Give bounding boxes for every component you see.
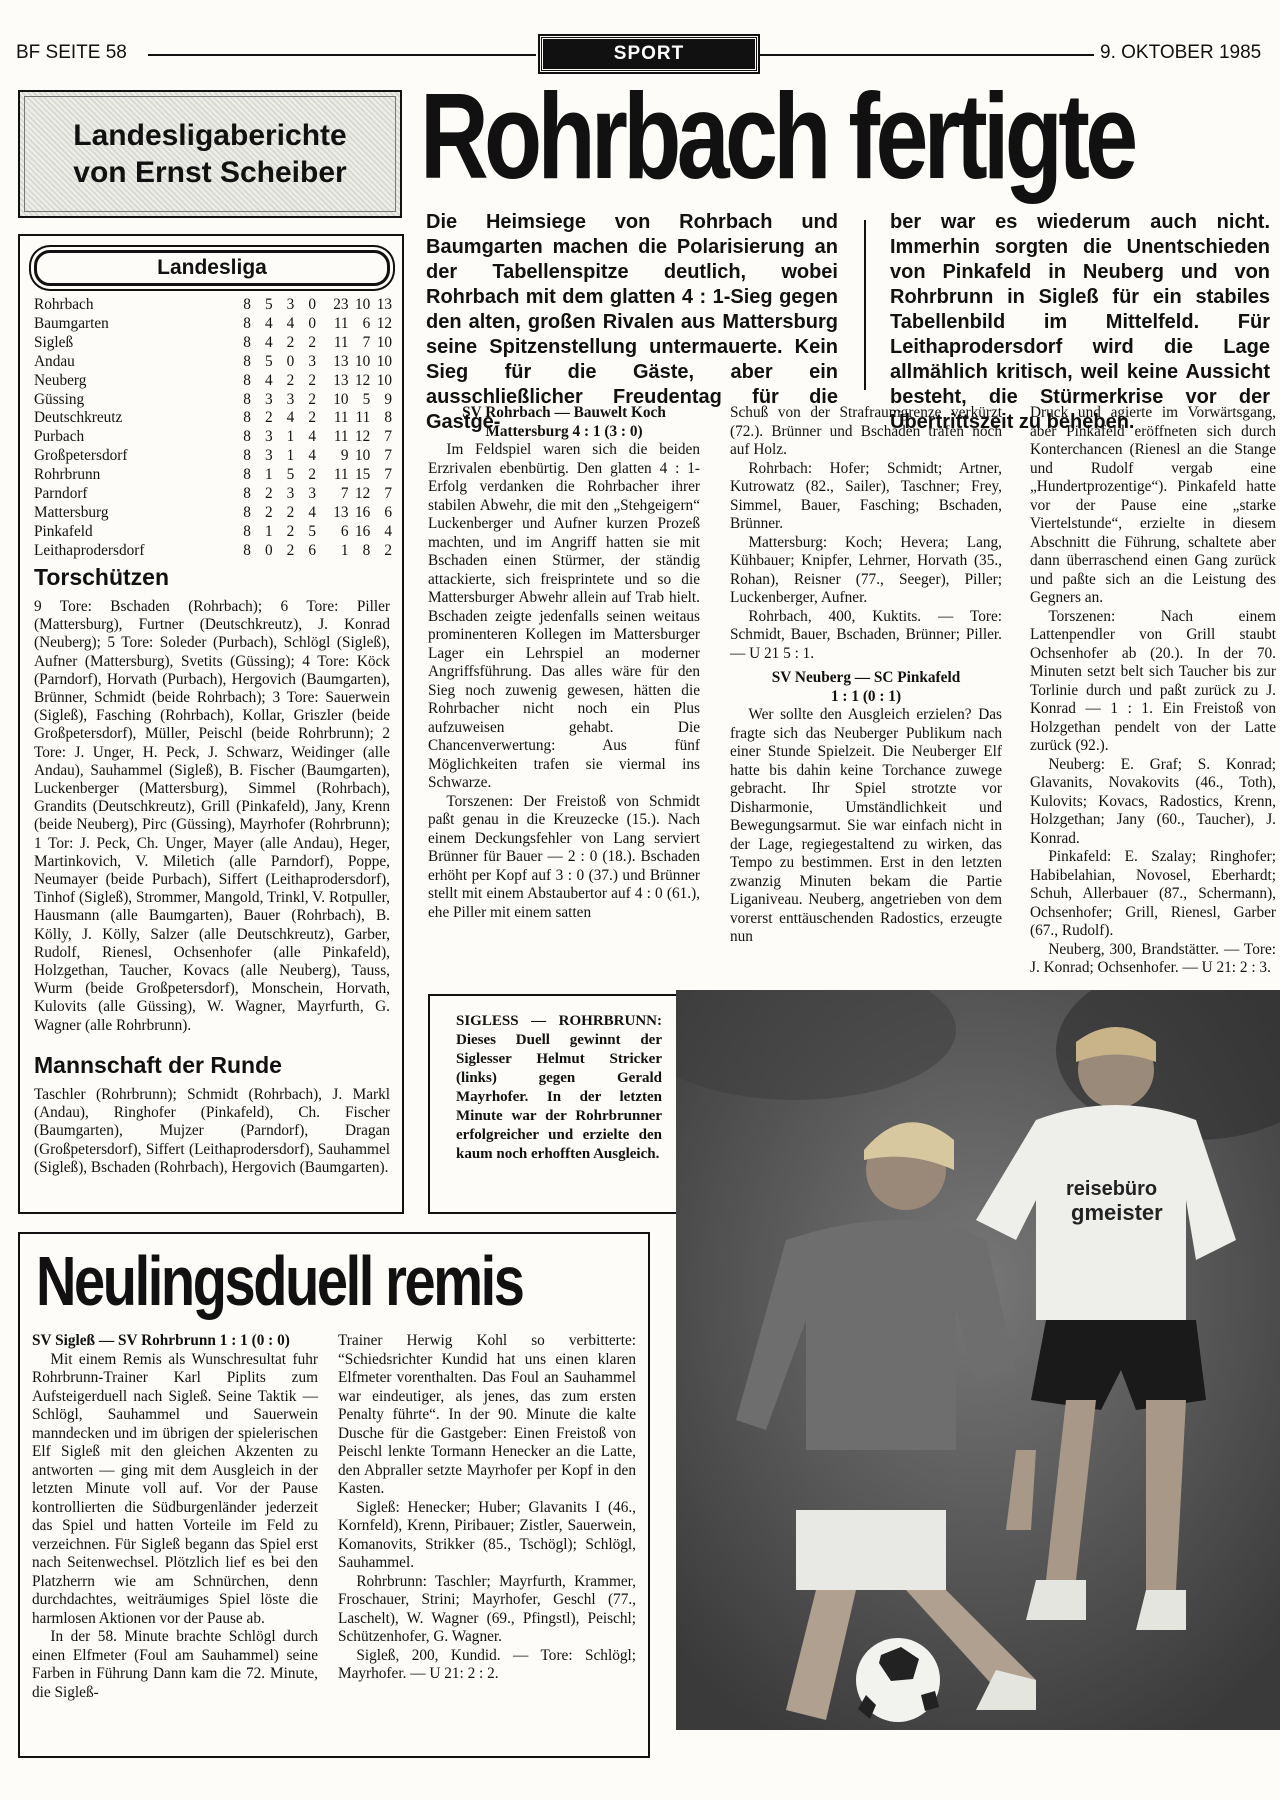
standings-cell: 8	[243, 314, 251, 332]
standings-cell: 2	[286, 333, 295, 351]
standings-cell: 8	[243, 428, 251, 446]
standings-cell: 6	[362, 314, 371, 332]
standings-cell: 10	[354, 296, 371, 313]
standings-cell: 2	[308, 390, 317, 408]
standings-cell: 2	[286, 371, 295, 389]
standings-cell: 0	[308, 314, 317, 332]
standings-cell: 2	[264, 409, 273, 427]
standings-cell: 1	[340, 541, 349, 559]
standings-cell: 4	[308, 428, 317, 446]
standings-cell: 6	[340, 522, 349, 540]
standings-row	[34, 542, 392, 561]
match2-title-2: 1 : 1 (0 : 1)	[830, 687, 902, 705]
standings-cell: 2	[308, 409, 317, 427]
standings-cell: 3	[286, 296, 295, 313]
standings-row	[34, 447, 392, 466]
football-photo-illustration	[676, 990, 1280, 1730]
header-rule-right	[760, 54, 1094, 56]
team-name: Sigleß	[34, 333, 74, 351]
football-ball	[856, 1638, 940, 1722]
match1-article-cont	[730, 404, 1002, 947]
standings-cell: 4	[286, 409, 295, 427]
standings-cell: 3	[264, 447, 273, 465]
match2-para-3: Torszenen: Nach einem Lattenpendler von Grill staubt Ochsenhofer ab (20.). In der 70. Minuten setzt belt sich Taucher bis zur Torlinie durch und paßt zurück zu J. Konrad — 1 : 1. Ein Freistoß von Holzgethan pendelt von der Latte zurück (92.).	[1030, 607, 1276, 754]
standings-cell: 2	[264, 503, 273, 521]
standings-cell: 4	[264, 371, 273, 389]
match1-para-2: Torszenen: Der Freistoß von Schmidt paßt genau in die Kreuzecke (15.). Nach einem Deckungsfehler von Lang serviert Brünner für Bauer — 2 : 0 (18.). Bschaden erhöht per Kopf auf 3 : 0 (37.) und Brünner stellt mit einem Abstaubertor auf 4 : 0 (61.), ehe Piller mit einem satten	[428, 792, 700, 921]
standings-cell: 1	[286, 447, 295, 465]
standings-cell: 8	[243, 485, 251, 503]
neulings-para-5: Rohrbrunn: Taschler; Mayrfurth, Krammer, Froschauer, Strini; Mayrhofer, Geschl (77., Laschelt), W. Wagner (69., Pfingstl), Peischl; Schützenhofer, G. Wagner.	[338, 1572, 636, 1645]
neulings-para-4: Sigleß: Henecker; Huber; Glavanits I (46., Kornfeld), Krenn, Piribauer; Zistler, Sauerwein, Komanovits, Strikker (85., Tschögl); Schlögl, Sauhammel.	[338, 1498, 636, 1571]
neulings-headline: Neulingsduell remis	[36, 1242, 523, 1320]
standings-cell: 3	[286, 485, 295, 503]
standings-cell: 8	[384, 409, 392, 427]
match2-para-2: Druck und agierte im Vorwärtsgang, aber Pinkafeld eröffneten sich durch Konterchancen (Rienesl an die Stange und Rudolf vergab eine „Hundertprozentige“). Pinkafeld hatte vor der Pause eine „starke Viertelstunde“, erzielte in diesem Abschnitt die Führung, schaltete aber dann überraschend einen Gang zurück und paßte sich an die Leistung des Gegners an.	[1030, 404, 1276, 606]
standings-cell: 10	[376, 352, 392, 370]
standings-cell: 7	[384, 466, 392, 484]
standings-cell: 8	[243, 333, 251, 351]
standings-row	[34, 296, 392, 315]
league-box	[18, 234, 404, 1214]
standings-cell: 11	[333, 466, 349, 484]
neulings-box	[18, 1232, 650, 1758]
standings-cell: 8	[362, 541, 371, 559]
standings-cell: 8	[243, 503, 251, 521]
neulings-col-1	[32, 1332, 318, 1702]
scorers-title: Torschützen	[34, 564, 170, 590]
standings-cell: 1	[264, 522, 273, 540]
team-name: Neuberg	[34, 371, 87, 389]
standings-cell: 10	[376, 333, 392, 351]
page-label: BF SEITE 58	[16, 42, 127, 63]
standings-cell: 1	[286, 428, 295, 446]
standings-cell: 13	[376, 296, 392, 313]
team-name: Purbach	[34, 428, 85, 446]
team-name: Großpetersdorf	[34, 447, 128, 465]
standings-cell: 1	[264, 466, 273, 484]
standings-cell: 12	[376, 314, 392, 332]
standings-cell: 11	[333, 314, 349, 332]
standings-cell: 7	[362, 333, 371, 351]
standings-cell: 5	[308, 522, 317, 540]
standings-cell: 4	[384, 522, 392, 540]
standings-cell: 0	[264, 541, 273, 559]
team-name: Pinkafeld	[34, 522, 93, 540]
team-name: Güssing	[34, 390, 85, 408]
match2-title-1: SV Neuberg — SC Pinkafeld	[771, 669, 961, 686]
standings-cell: 3	[264, 428, 273, 446]
standings-row	[34, 428, 392, 447]
standings-cell: 7	[384, 428, 392, 446]
standings-cell: 4	[264, 314, 273, 332]
standings-cell: 2	[264, 485, 273, 503]
standings-cell: 11	[355, 409, 371, 427]
team-name: Rohrbrunn	[34, 466, 101, 484]
standings-cell: 0	[286, 352, 295, 370]
match2-para-4: Neuberg: E. Graf; S. Konrad; Glavanits, Novakovits (46., Toth), Kulovits; Kovacs, Radostics, Krenn, Holzgethan; Jany (60., Taucher), J. Konrad.	[1030, 755, 1276, 847]
match2-para-5: Pinkafeld: E. Szalay; Ringhofer; Habibelahian, Novosel, Eberhardt; Schuh, Allerbauer (87., Schermann), Ochsenhofer; Grill, Rienesl, Garber (67., Rudolf).	[1030, 848, 1276, 939]
neulings-para-6: Sigleß, 200, Kundid. — Tore: Schlögl; Mayrhofer. — U 21: 2 : 2.	[338, 1646, 636, 1682]
team-name: Baumgarten	[34, 314, 109, 332]
standings-cell: 16	[354, 522, 371, 540]
standings-cell: 7	[340, 485, 349, 503]
standings-cell: 11	[333, 333, 349, 351]
team-name: Andau	[34, 352, 75, 370]
standings-table	[34, 296, 392, 561]
standings-row	[34, 466, 392, 485]
shirt-sponsor-1: reisebüro	[1066, 1178, 1158, 1200]
standings-cell: 8	[243, 390, 251, 408]
standings-row	[34, 523, 392, 542]
standings-cell: 15	[354, 466, 371, 484]
standings-cell: 2	[286, 541, 295, 559]
match2-article-cont	[1030, 404, 1276, 988]
standings-row	[34, 391, 392, 410]
author-line-2: von Ernst Scheiber	[73, 156, 347, 189]
standings-cell: 3	[308, 352, 317, 370]
match1-title-1: SV Rohrbach — Bauwelt Koch	[462, 404, 666, 421]
standings-cell: 3	[286, 390, 295, 408]
standings-cell: 23	[333, 296, 349, 313]
match1-para-1: Im Feldspiel waren sich die beiden Erzrivalen ebenbürtig. Den glatten 4 : 1-Erfolg verdanken die Rohrbacher ihrer stabilen Abwehr, die mit den „Stehgeigern“ Luckenberger und Aufner kurzen Prozeß machten, und im Angriff hatten sie mit Bschaden einen Stürmer, der ständig attackierte, sich freisprintete und so die Mattersburger Abwehr allein auf Trab hielt. Bschaden zeigte jedenfalls seinen weitaus prominenteren Kollegen im Mattersburger Lager ein Lehrspiel an moderner Angriffsführung. Das alles wäre für den Sieg noch zuwenig gewesen, hätten die Rohrbacher nicht noch ein Plus aufzuweisen gehabt. Die Chancenverwertung: Aus fünf Möglichkeiten trafen sie viermal ins Schwarze.	[428, 441, 700, 791]
team-name: Deutschkreutz	[34, 409, 123, 427]
standings-row	[34, 504, 392, 523]
team-of-round-text: Taschler (Rohrbrunn); Schmidt (Rohrbach), J. Markl (Andau), Ringhofer (Pinkafeld), Ch. Fischer (Baumgarten), Mujzer (Parndorf), Dragan (Großpetersdorf), Siffert (Leithaprodersdorf), Sauhammel (Sigleß), Bschaden (Rohrbach), Hergovich (Baumgarten).	[34, 1086, 390, 1176]
shirt-sponsor-2: gmeister	[1071, 1200, 1163, 1225]
standings-cell: 6	[384, 503, 392, 521]
section-label: SPORT	[540, 36, 758, 72]
standings-cell: 13	[333, 503, 349, 521]
team-name: Mattersburg	[34, 503, 109, 521]
standings-cell: 0	[308, 296, 317, 313]
neulings-para-3: Trainer Herwig Kohl so verbitterte: “Schiedsrichter Kundid hat uns einen klaren Elfmeter vorenthalten. Das Foul an Sauhammel war eindeutiger, als jenes, das zum ersten Penalty führte“. In der 90. Minute die kalte Dusche für die Gastgeber: Einen Freistoß von Peischl lenkte Tormann Henecker an die Latte, den Abpraller setzte Mayrhofer per Kopf in den Kasten.	[338, 1332, 636, 1497]
standings-row	[34, 372, 392, 391]
standings-cell: 2	[308, 333, 317, 351]
standings-cell: 12	[354, 428, 371, 446]
standings-cell: 2	[308, 371, 317, 389]
football-photo	[676, 990, 1280, 1730]
standings-cell: 4	[286, 314, 295, 332]
standings-cell: 11	[333, 409, 349, 427]
standings-cell: 2	[286, 522, 295, 540]
standings-cell: 13	[333, 371, 349, 389]
standings-cell: 8	[243, 409, 251, 427]
team-name: Rohrbach	[34, 296, 94, 313]
standings-cell: 5	[264, 352, 273, 370]
match2-para-6: Neuberg, 300, Brandstätter. — Tore: J. Konrad; Ochsenhofer. — U 21: 2 : 3.	[1030, 940, 1276, 976]
standings-cell: 2	[384, 541, 392, 559]
standings-cell: 5	[264, 296, 273, 313]
match1-para-6: Rohrbach, 400, Kuktits. — Tore: Schmidt, Bauer, Bschaden, Brünner; Piller. — U 21 5 : 1.	[730, 607, 1002, 662]
standings-row	[34, 315, 392, 334]
match2-para-1: Wer sollte den Ausgleich erzielen? Das fragte sich das Neuberger Publikum nach einer Stunde Spielzeit. Die Neuberger Elf hatte bis dahin keine Torchance zuwege gebracht. Ihr Spiel strotzte vor Disharmonie, Umständlichkeit und Bewegungsarmut. Sie war einfach nicht in der Lage, regiegestaltend zu wirken, das Tempo zu bestimmen. Erst in den letzten zwanzig Minuten bekam die Partie Liganiveau. Neuberg, angetrieben von dem vorerst enttäuschenden Radostics, erzeugte nun	[730, 706, 1002, 945]
main-headline: Rohrbach fertigte	[420, 68, 1134, 204]
standings-cell: 5	[286, 466, 295, 484]
header-rule-left	[148, 54, 536, 56]
standings-cell: 4	[264, 333, 273, 351]
standings-cell: 16	[354, 503, 371, 521]
standings-cell: 11	[333, 428, 349, 446]
team-name: Parndorf	[34, 485, 88, 503]
standings-cell: 10	[354, 447, 371, 465]
neulings-col-2	[338, 1332, 636, 1684]
standings-cell: 10	[333, 390, 349, 408]
standings-cell: 8	[243, 466, 251, 484]
standings-cell: 12	[354, 485, 371, 503]
match1-article	[428, 404, 700, 922]
match1-title-2: Mattersburg 4 : 1 (3 : 0)	[485, 422, 643, 440]
standings-cell: 7	[384, 485, 392, 503]
lead-right: ber war es wiederum auch nicht. Immerhin sorgten die Unentschieden von Pinkafeld in Neuberg und von Rohrbrunn in Sigleß für ein stabiles Tabellenbild im Mittelfeld. Für Leithaprodersdorf wird die Lage allmählich kritisch, weil keine Aussicht besteht, die Stürmerkrise vor der Übertrittszeit zu beheben.	[890, 211, 1270, 433]
match1-para-5: Mattersburg: Koch; Hevera; Lang, Kühbauer; Knipfer, Lehrner, Horvath (35., Rohan), Reisner (77., Seeger), Piller; Luckenberger, Aufner.	[730, 533, 1002, 606]
standings-cell: 8	[243, 352, 251, 370]
team-of-round-title: Mannschaft der Runde	[34, 1052, 282, 1078]
standings-cell: 8	[243, 447, 251, 465]
standings-row	[34, 353, 392, 372]
author-box	[18, 90, 402, 218]
match1-para-3: Schuß von der Strafraumgrenze verkürzt (72.). Brünner und Bschaden trafen noch auf Holz.	[730, 404, 1002, 458]
neulings-para-2: In der 58. Minute brachte Schlögl durch einen Elfmeter (Foul am Sauhammel) seine Farben in Führung Dann kam die 72. Minute, die Sigleß-	[32, 1628, 318, 1701]
standings-cell: 2	[286, 503, 295, 521]
standings-cell: 8	[243, 371, 251, 389]
standings-cell: 3	[264, 390, 273, 408]
issue-date: 9. OKTOBER 1985	[1100, 42, 1262, 63]
team-name: Leithaprodersdorf	[34, 541, 145, 559]
lead-left: Die Heimsiege von Rohrbach und Baumgarten machen die Polarisierung an der Tabellenspitze deutlich, wobei Rohrbach mit dem glatten 4 : 1-Sieg gegen den alten, großen Rivalen aus Mattersburg seine Spitzenstellung untermauerte. Kein Sieg für die Gäste, aber ein ausschließlicher Freudentag für die Gastge-	[426, 211, 838, 433]
standings-cell: 4	[308, 447, 317, 465]
scorers-text: 9 Tore: Bschaden (Rohrbach); 6 Tore: Piller (Mattersburg), Furtner (Deutschkreutz), J. Konrad (Neuberg); 5 Tore: Soleder (Purbach), Schlögl (Sigleß), Aufner (Mattersburg), Svetits (Güssing); 4 Tore: Köck (Parndorf), Horvath (Purbach), Hergovich (Baumgarten), Brünner, Schmidt (beide Rohrbach); 3 Tore: Sauerwein (Sigleß), Fasching (Rohrbach), Kollar, Griszler (beide Großpetersdorf), Müller, Peischl (beide Rohrbrunn); 2 Tore: J. Unger, H. Peck, J. Schwarz, Weidinger (alle Andau), Sauhammel (Sigleß), B. Fischer (Baumgarten), Luckenberger (Mattersburg), Simmel (Rohrbach), Grandits (Deutschkreutz), Grill (Pinkafeld), Jany, Krenn (beide Neuberg), Pirc (Güssing), Mayrhofer (Rohrbrunn); 1 Tor: J. Peck, Ch. Unger, Mayer (alle Andau), Heger, Martinkovich, V. Miletich (alle Parndorf), Poppe, Neumayer (beide Purbach), Siffert (Leithaprodersdorf), Tinhof (Sigleß), Strommer, Mangold, Trinkl, V. Rotpuller, Hausmann (alle Baumgarten), Bauer (Rohrbach), B. Kölly, J. Kölly, Salzer (alle Deutschkreutz), Garber, Rudolf, Rienesl, Ochsenhofer (alle Pinkafeld), Holzgethan, Taucher, Kovacs (alle Neuberg), Tauss, Wurm (beide Großpetersdorf), Monschein, Horvath, Kulovits (alle Güssing), W. Wagner, Mayrfurth, G. Wagner (alle Rohrbrunn).	[34, 598, 390, 1034]
standings-cell: 8	[243, 541, 251, 559]
standings-cell: 10	[354, 352, 371, 370]
photo-caption: SIGLESS — ROHRBRUNN: Dieses Duell gewinnt der Siglesser Helmut Stricker (links) gegen Gerald Mayrhofer. In der letzten Minute war der Rohrbrunner erfolgreicher und erzielte den kaum noch erhofften Ausgleich.	[456, 1013, 662, 1162]
author-line-1: Landesligaberichte	[73, 119, 347, 152]
standings-cell: 6	[308, 541, 317, 559]
standings-cell: 8	[243, 522, 251, 540]
lead-divider	[864, 220, 866, 390]
standings-row	[34, 485, 392, 504]
league-title: Landesliga	[34, 250, 390, 286]
match1-para-4: Rohrbach: Hofer; Schmidt; Artner, Kutrowatz (82., Sailer), Taschner; Frey, Simmel, Bauer, Fasching; Bschaden, Brünner.	[730, 459, 1002, 532]
standings-cell: 12	[354, 371, 371, 389]
standings-row	[34, 334, 392, 353]
standings-cell: 13	[333, 352, 349, 370]
photo-caption-box	[428, 994, 678, 1214]
standings-cell: 3	[308, 485, 317, 503]
neulings-title: SV Sigleß — SV Rohrbrunn 1 : 1 (0 : 0)	[32, 1332, 290, 1349]
standings-cell: 8	[243, 296, 251, 313]
standings-cell: 10	[376, 371, 392, 389]
standings-cell: 5	[362, 390, 371, 408]
standings-cell: 4	[308, 503, 317, 521]
standings-cell: 9	[384, 390, 392, 408]
neulings-para-1: Mit einem Remis als Wunschresultat fuhr Rohrbrunn-Trainer Karl Piplits zum Aufsteigerduell nach Sigleß. Seine Taktik — Schlögl, Sauhammel und Sauerwein manndecken und im übrigen der spielerischen Elf Sigleß mit den gleichen Akzenten zu antworten — ging mit dem Ausgleich in der letzten Minute voll auf. Vor der Pause kontrollierten die Südburgenländer jederzeit das Spiel und hatten Vorteile im Feld zu verzeichnen. Für Sigleß begann das Spiel erst nach Seitenwechsel. Plötzlich lief es bei den Platzherrn wie am Schnürchen, denn durchdachtes, weiträumiges Spiel löste die harmlosen Aktionen vor der Pause ab.	[32, 1350, 318, 1627]
standings-row	[34, 409, 392, 428]
standings-cell: 9	[340, 447, 349, 465]
standings-cell: 7	[384, 447, 392, 465]
standings-cell: 2	[308, 466, 317, 484]
